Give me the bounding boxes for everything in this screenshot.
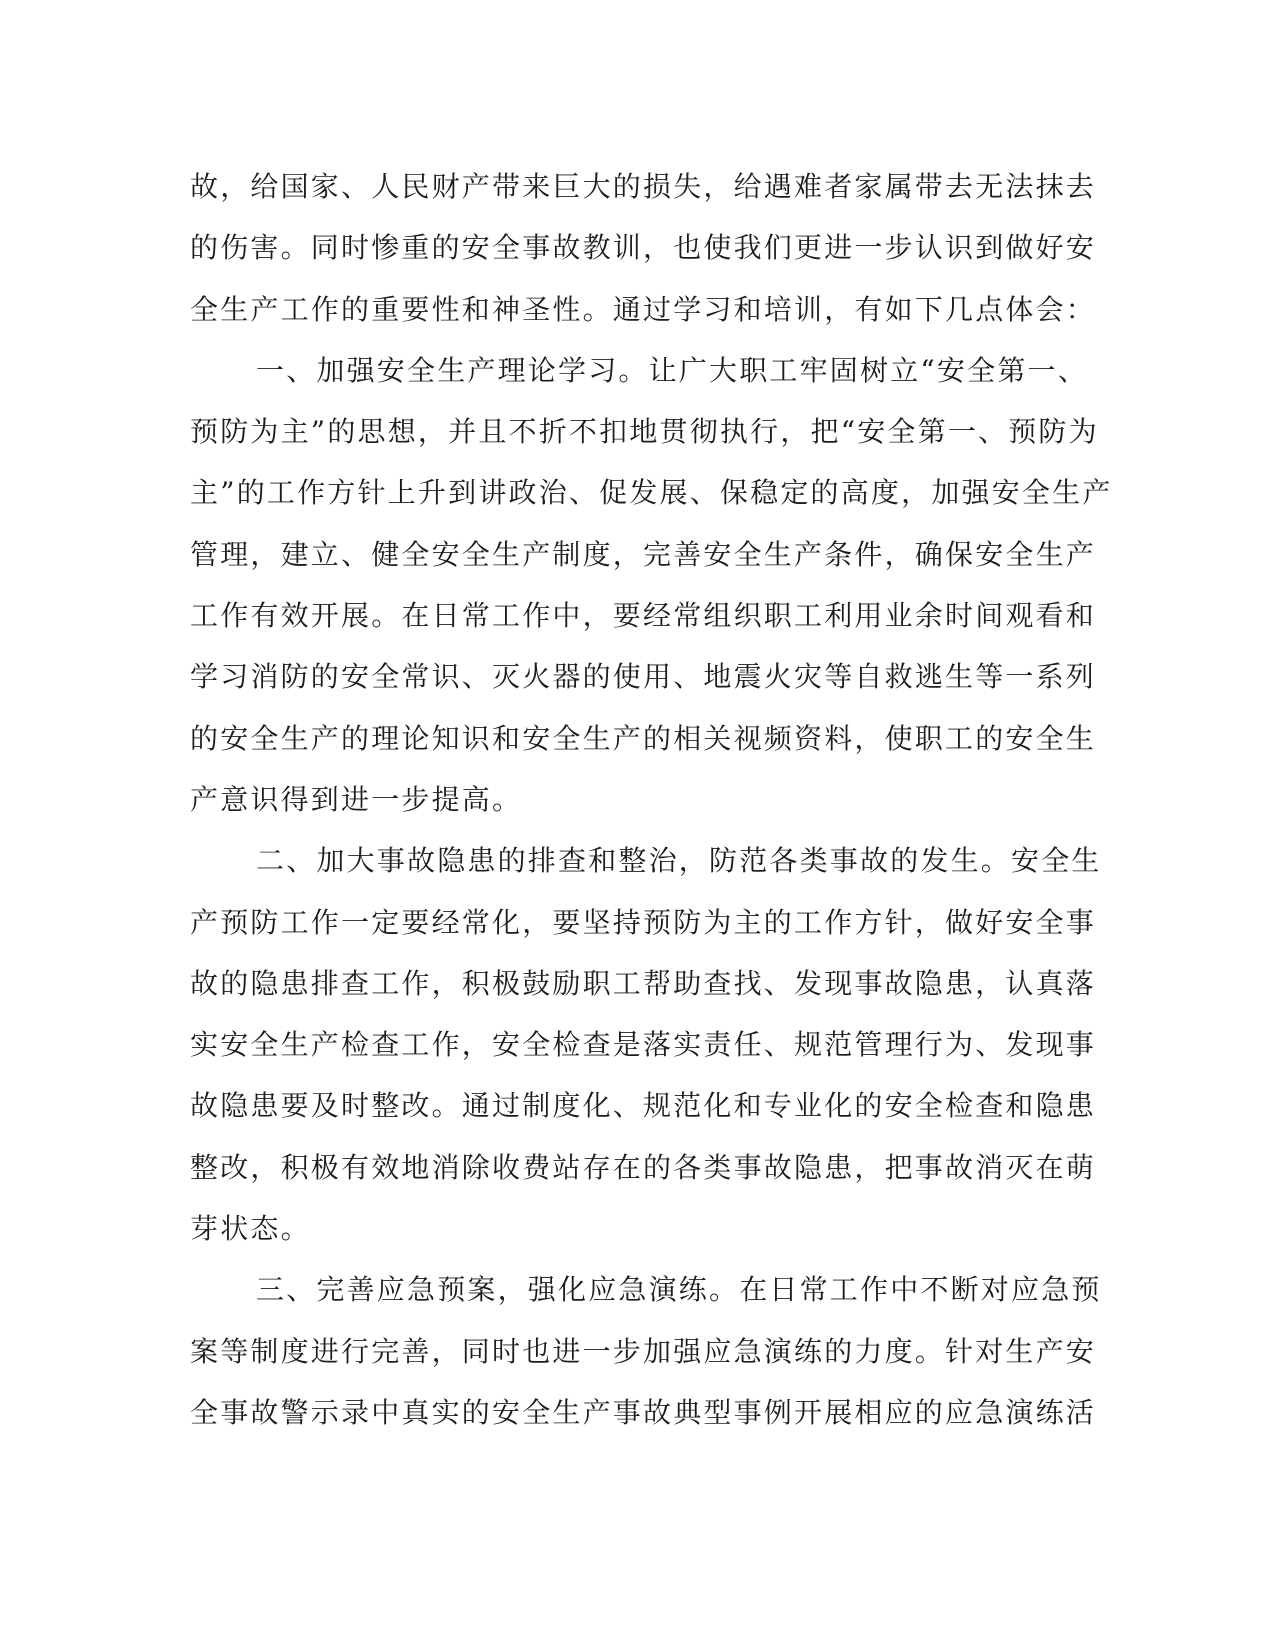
- text-line: 故隐患要及时整改。通过制度化、规范化和专业化的安全检查和隐患: [190, 1089, 1097, 1123]
- text-line: 学习消防的安全常识、灭火器的使用、地震火灾等自救逃生等一系列: [190, 660, 1097, 694]
- text-line: 案等制度进行完善，同时也进一步加强应急演练的力度。针对生产安: [190, 1334, 1097, 1368]
- text-line: 故，给国家、人民财产带来巨大的损失，给遇难者家属带去无法抹去: [190, 170, 1097, 203]
- text-line: 的伤害。同时惨重的安全事故教训，也使我们更进一步认识到做好安: [190, 231, 1097, 265]
- text-line: 二、加大事故隐患的排查和整治，防范各类事故的发生。安全生: [256, 844, 1102, 878]
- text-line: 一、加强安全生产理论学习。让广大职工牢固树立“安全第一、: [256, 353, 1088, 387]
- text-line: 工作有效开展。在日常工作中，要经常组织职工利用业余时间观看和: [190, 599, 1097, 633]
- paragraph-4: [190, 1259, 1102, 1443]
- text-line: 整改，积极有效地消除收费站存在的各类事故隐患，把事故消灭在萌: [190, 1150, 1097, 1184]
- text-line: 主”的工作方针上升到讲政治、促发展、保稳定的高度，加强安全生产: [190, 476, 1113, 510]
- text-line: 芽状态。: [190, 1212, 311, 1246]
- paragraph-2: [190, 340, 1113, 830]
- paragraph-3: [190, 830, 1102, 1259]
- paragraph-1: [190, 156, 1097, 340]
- text-line: 的安全生产的理论知识和安全生产的相关视频资料，使职工的安全生: [190, 721, 1097, 755]
- text-line: 预防为主”的思想，并且不折不扣地贯彻执行，把“安全第一、预防为: [190, 415, 1099, 449]
- text-line: 故的隐患排查工作，积极鼓励职工帮助查找、发现事故隐患，认真落: [190, 966, 1097, 1000]
- text-line: 全事故警示录中真实的安全生产事故典型事例开展相应的应急演练活: [190, 1395, 1097, 1429]
- text-line: 管理，建立、健全安全生产制度，完善安全生产条件，确保安全生产: [190, 537, 1097, 571]
- text-line: 实安全生产检查工作，安全检查是落实责任、规范管理行为、发现事: [190, 1028, 1097, 1062]
- text-line: 产意识得到进一步提高。: [190, 782, 523, 816]
- text-line: 产预防工作一定要经常化，要坚持预防为主的工作方针，做好安全事: [190, 905, 1097, 939]
- text-line: 三、完善应急预案，强化应急演练。在日常工作中不断对应急预: [256, 1273, 1102, 1307]
- document-body: [190, 156, 1113, 1443]
- text-line: 全生产工作的重要性和神圣性。通过学习和培训，有如下几点体会：: [190, 292, 1097, 326]
